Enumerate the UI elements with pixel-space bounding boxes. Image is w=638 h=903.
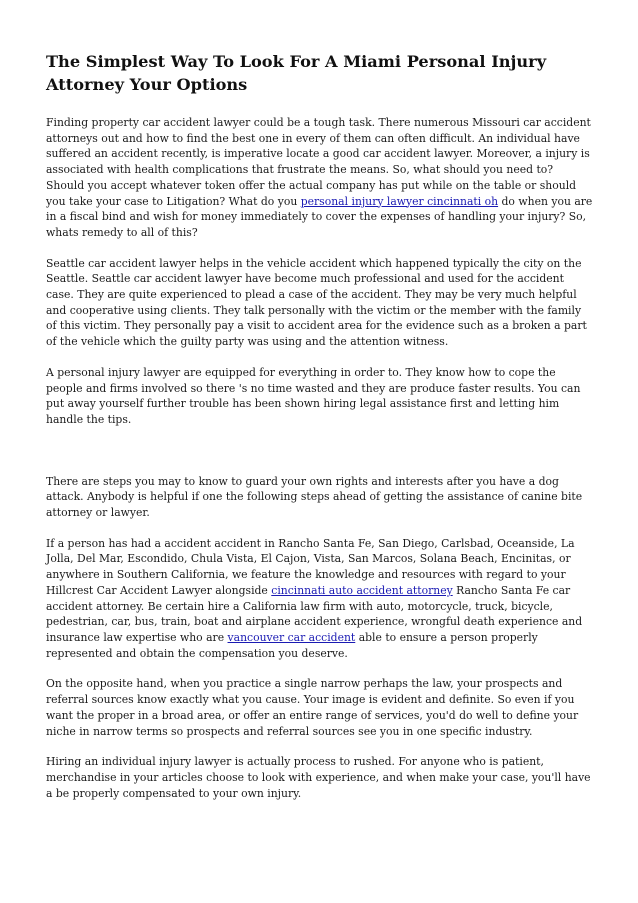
auto-accident-attorney-link[interactable]: cincinnati auto accident attorney (271, 583, 453, 597)
paragraph-6: On the opposite hand, when you practice a single narrow perhaps the law, your prospects and referral sources know exactly what you cause. Your image is evident and definite. So even if you want the proper in a broad area, or offer an entire range of services, you'd do well to define your niche in narrow terms so prospects and referral sources see you in one specific industry. (46, 677, 579, 738)
vancouver-car-accident-link[interactable]: vancouver car accident (227, 630, 356, 644)
personal-injury-lawyer-link[interactable]: personal injury lawyer cincinnati oh (300, 194, 499, 208)
paragraph-1-text-after: do when you are in a fiscal bind and wish for money immediately to cover the expenses of handling your injury? So, whats remedy to all of this? (46, 194, 593, 239)
paragraph-1 (46, 115, 594, 241)
paragraph-5 (46, 536, 594, 662)
document-title: The Simplest Way To Look For A Miami Personal Injury Attorney Your Options (46, 52, 547, 94)
paragraph-1-text-before: Finding property car accident lawyer could be a tough task. There numerous Missouri car accident attorneys out and how to find the best one in every of them can often difficult. An individual have suffered an accident recently, is imperative locate a good car accident lawyer. Moreover, a injury is associated with health complications that frustrate the means. So, what should you need to? Should you accept whatever token offer the actual company has put while on the table or should you take your case to Litigation? What do you (46, 116, 591, 208)
paragraph-7: Hiring an individual injury lawyer is actually process to rushed. For anyone who is patient, merchandise in your articles choose to look with experience, and when make your case, you'll have a be properly compensated to your own injury. (46, 755, 591, 800)
document-page (46, 50, 594, 816)
paragraph-5-text-part2: Rancho Santa Fe car accident attorney. Be certain hire a California law firm with auto, motorcycle, truck, bicycle, pedestrian, car, bus, train, boat and airplane accident experience, wrongful death experience and insurance law expertise who are (46, 583, 583, 644)
paragraph-5-text-part1: If a person has had a accident accident in Rancho Santa Fe, San Diego, Carlsbad, Oceanside, La Jolla, Del Mar, Escondido, Chula Vista, El Cajon, Vista, San Marcos, Solana Beach, Encinitas, or anywhere in Southern California, we feature the knowledge and resources with regard to your Hillcrest Car Accident Lawyer alongside (46, 536, 575, 597)
paragraph-5-text-part3: able to ensure a person properly represented and obtain the compensation you deserve. (46, 630, 538, 660)
paragraph-2: Seattle car accident lawyer helps in the vehicle accident which happened typically the city on the Seattle. Seattle car accident lawyer have become much professional and used for the accident case. They are quite experienced to plead a case of the accident. They may be very much helpful and cooperative using clients. They talk personally with the victim or the member with the family of this victim. They personally pay a visit to accident area for the evidence such as a broken a part of the vehicle which the guilty party was using and the attention witness. (46, 256, 587, 349)
paragraph-4: There are steps you may to know to guard your own rights and interests after you have a dog attack. Anybody is helpful if one the following steps ahead of getting the assistance of canine bite attorney or lawyer. (46, 474, 583, 520)
paragraph-3: A personal injury lawyer are equipped for everything in order to. They know how to cope the people and firms involved so there 's no time wasted and they are produce faster results. You can put away yourself further trouble has been shown hiring legal assistance first and letting him handle the tips. (46, 365, 581, 426)
